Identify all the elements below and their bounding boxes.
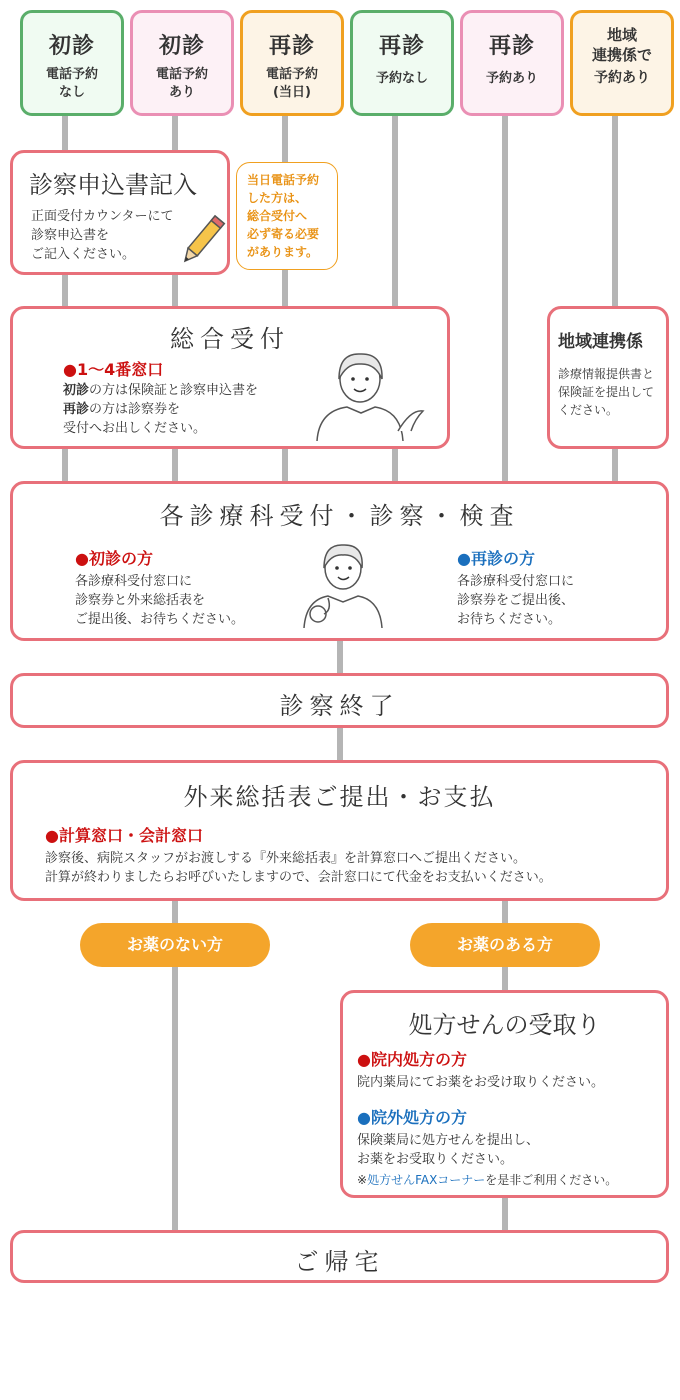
- inhouse-body: 院内薬局にてお薬をお受け取りください。: [357, 1075, 605, 1090]
- revisit-label: 再診: [63, 402, 90, 417]
- header-title: 初診: [48, 34, 95, 59]
- payment-body: 診察後、病院スタッフがお渡しする『外来総括表』を計算窓口へご提出ください。 計算が終わりましたらお呼びいたしますので、会計窓口にて代金をお支払いください。: [45, 851, 552, 885]
- department-box: [10, 481, 669, 641]
- header-title: 地域 連携係で: [591, 26, 652, 64]
- exam-end-title: 診察終了: [279, 692, 400, 720]
- payment-title: 外来総括表ご提出・お支払: [183, 783, 496, 811]
- header-sub: 予約なし: [375, 71, 428, 86]
- header-sub: (当日): [273, 85, 311, 100]
- same-day-note: [236, 162, 338, 270]
- general-reception-title: 総合受付: [170, 325, 290, 353]
- header-title: 初診: [158, 34, 205, 59]
- go-home-title: ご帰宅: [294, 1248, 385, 1276]
- header-sub: なし: [58, 85, 85, 100]
- revisit-text: の方は診察券を: [89, 402, 181, 417]
- pencil-icon: [173, 213, 229, 271]
- outside-body: 保険薬局に処方せんを提出し、 お薬をお受取りください。: [357, 1133, 540, 1167]
- header-title: 再診: [488, 34, 535, 59]
- first-visit-text: の方は保険証と診察申込書を: [89, 383, 259, 398]
- prescription-title: 処方せんの受取り: [408, 1011, 601, 1039]
- first-visit-body: 各診療科受付窓口に 診察券と外来総括表を ご提出後、お待ちください。: [75, 574, 245, 627]
- header-title: 再診: [268, 34, 315, 59]
- fax-note: [357, 1171, 617, 1188]
- doctor-illustration: [298, 540, 388, 628]
- no-medicine-label: お薬のない方: [80, 923, 270, 967]
- department-title: 各診療科受付・診察・検査: [159, 502, 520, 530]
- fax-note-suffix: を是非ご利用ください。: [485, 1173, 618, 1187]
- inhouse-heading: ●院内処方の方: [357, 1050, 467, 1069]
- payment-box: [10, 760, 669, 901]
- general-reception-window: ●1〜4番窓口: [63, 360, 164, 379]
- fax-note-prefix: ※: [357, 1173, 368, 1187]
- header-title: 再診: [378, 34, 425, 59]
- header-revisit-reserved: [460, 10, 564, 116]
- header-regional-reserved: [570, 10, 674, 116]
- go-home-box: [10, 1230, 669, 1283]
- header-first-reserved: [130, 10, 234, 116]
- reception-text: 受付へお出しください。: [63, 421, 207, 436]
- payment-window: ●計算窓口・会計窓口: [45, 826, 203, 845]
- header-revisit-same-day: [240, 10, 344, 116]
- first-visit-label: 初診: [63, 383, 90, 398]
- header-revisit-no-reservation: [350, 10, 454, 116]
- application-form-title: 診察申込書記入: [29, 171, 197, 199]
- header-sub: 予約あり: [485, 71, 538, 86]
- header-first-no-reservation: [20, 10, 124, 116]
- regional-liaison-box: [547, 306, 669, 449]
- header-sub: あり: [168, 85, 195, 100]
- header-sub: 電話予約: [265, 67, 318, 82]
- general-reception-box: [10, 306, 450, 449]
- fax-corner-link[interactable]: 処方せんFAXコーナー: [367, 1173, 486, 1187]
- outside-heading: ●院外処方の方: [357, 1108, 467, 1127]
- application-form-body: 正面受付カウンターにて 診察申込書を ご記入ください。: [31, 209, 174, 262]
- same-day-note-text: 当日電話予約 した方は、 総合受付へ 必ず寄る必要 があります。: [247, 173, 320, 259]
- revisit-heading: ●再診の方: [457, 549, 535, 568]
- first-visit-heading: ●初診の方: [75, 549, 153, 568]
- application-form-box: [10, 150, 230, 275]
- regional-liaison-body: 診療情報提供書と 保険証を提出して ください。: [558, 367, 655, 417]
- prescription-box: [340, 990, 669, 1198]
- header-sub: 電話予約: [155, 67, 208, 82]
- with-medicine-label: お薬のある方: [410, 923, 600, 967]
- general-reception-text: [63, 381, 258, 438]
- receptionist-illustration: [303, 349, 433, 441]
- regional-liaison-title: 地域連携係: [558, 332, 643, 352]
- header-sub: 予約あり: [594, 70, 650, 86]
- header-sub: 電話予約: [45, 67, 98, 82]
- connector-line: [502, 116, 508, 481]
- exam-end-box: [10, 673, 669, 728]
- revisit-body: 各診療科受付窓口に 診察券をご提出後、 お待ちください。: [457, 574, 575, 627]
